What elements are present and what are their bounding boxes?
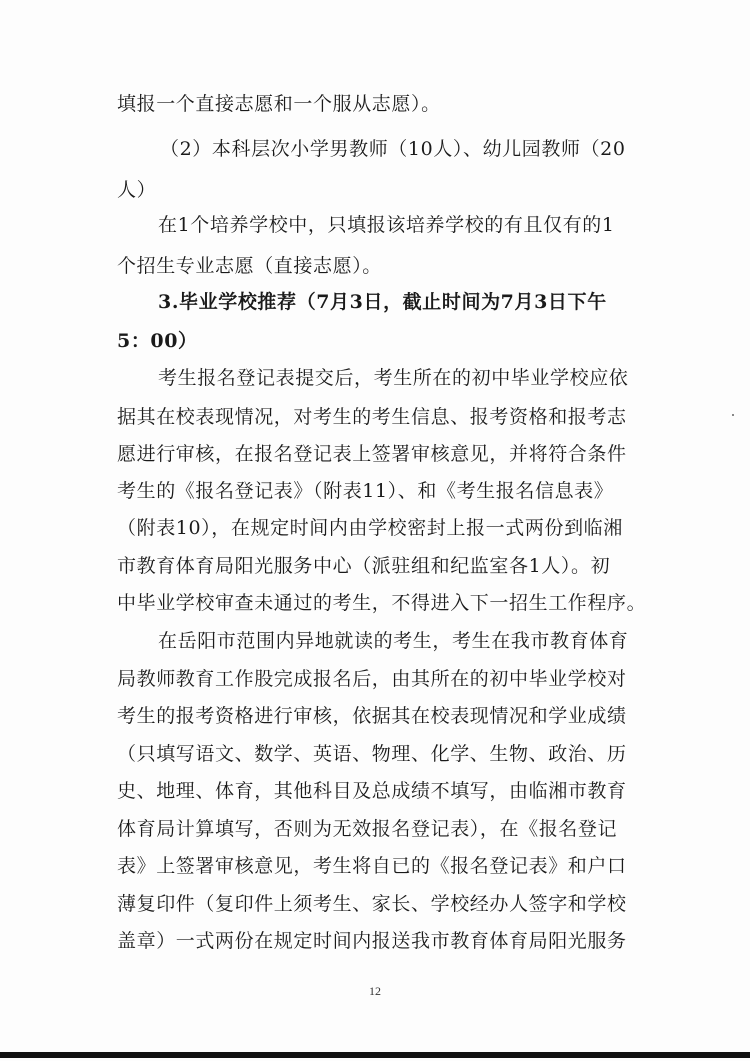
text-line-16: 局教师教育工作股完成报名后，由其所在的初中毕业学校对 [117, 668, 627, 690]
text-line-10: 愿进行审核，在报名登记表上签署审核意见，并将符合条件 [117, 443, 627, 465]
text-line-9: 据其在校表现情况，对考生的考生信息、报考资格和报考志 [117, 406, 627, 428]
text-line-11: 考生的《报名登记表》（附表11）、和《考生报名信息表》 [117, 480, 614, 502]
text-line-23: 盖章）一式两份在规定时间内报送我市教育体育局阳光服务 [117, 930, 627, 952]
section-heading-line-1: 3.毕业学校推荐（7月3日，截止时间为7月3日下午 [158, 291, 607, 313]
text-line-14: 中毕业学校审查未通过的考生，不得进入下一招生工作程序。 [117, 592, 647, 614]
text-line-17: 考生的报考资格进行审核，依据其在校表现情况和学业成绩 [117, 705, 627, 727]
section-heading-line-2: 5：00） [117, 330, 198, 352]
text-line-22: 薄复印件（复印件上须考生、家长、学校经办人签字和学校 [117, 893, 627, 915]
text-line-15: 在岳阳市范围内异地就读的考生，考生在我市教育体育 [158, 630, 629, 652]
text-line-12: （附表10），在规定时间内由学校密封上报一式两份到临湘 [117, 517, 623, 539]
text-line-8: 考生报名登记表提交后，考生所在的初中毕业学校应依 [158, 367, 629, 389]
text-line-3: 人） [117, 179, 157, 201]
text-line-13: 市教育体育局阳光服务中心（派驻组和纪监室各1人）。初 [117, 555, 611, 577]
text-line-2: （2）本科层次小学男教师（10人）、幼儿园教师（20 [160, 138, 626, 160]
text-line-5: 个招生专业志愿（直接志愿）。 [117, 255, 382, 277]
text-line-20: 体育局计算填写，否则为无效报名登记表），在《报名登记 [117, 818, 618, 840]
bottom-scan-edge [0, 1052, 750, 1058]
text-line-4: 在1个培养学校中，只填报该培养学校的有且仅有的1 [158, 214, 615, 236]
text-line-21: 表》上签署审核意见，考生将自已的《报名登记表》和户口 [117, 855, 627, 877]
text-line-1: 填报一个直接志愿和一个服从志愿）。 [117, 93, 441, 115]
text-line-18: （只填写语文、数学、英语、物理、化学、生物、政治、历 [117, 743, 627, 765]
scan-speck [732, 414, 734, 416]
text-line-19: 史、地理、体育，其他科目及总成绩不填写，由临湘市教育 [117, 780, 627, 802]
page-number: 12 [369, 984, 381, 998]
